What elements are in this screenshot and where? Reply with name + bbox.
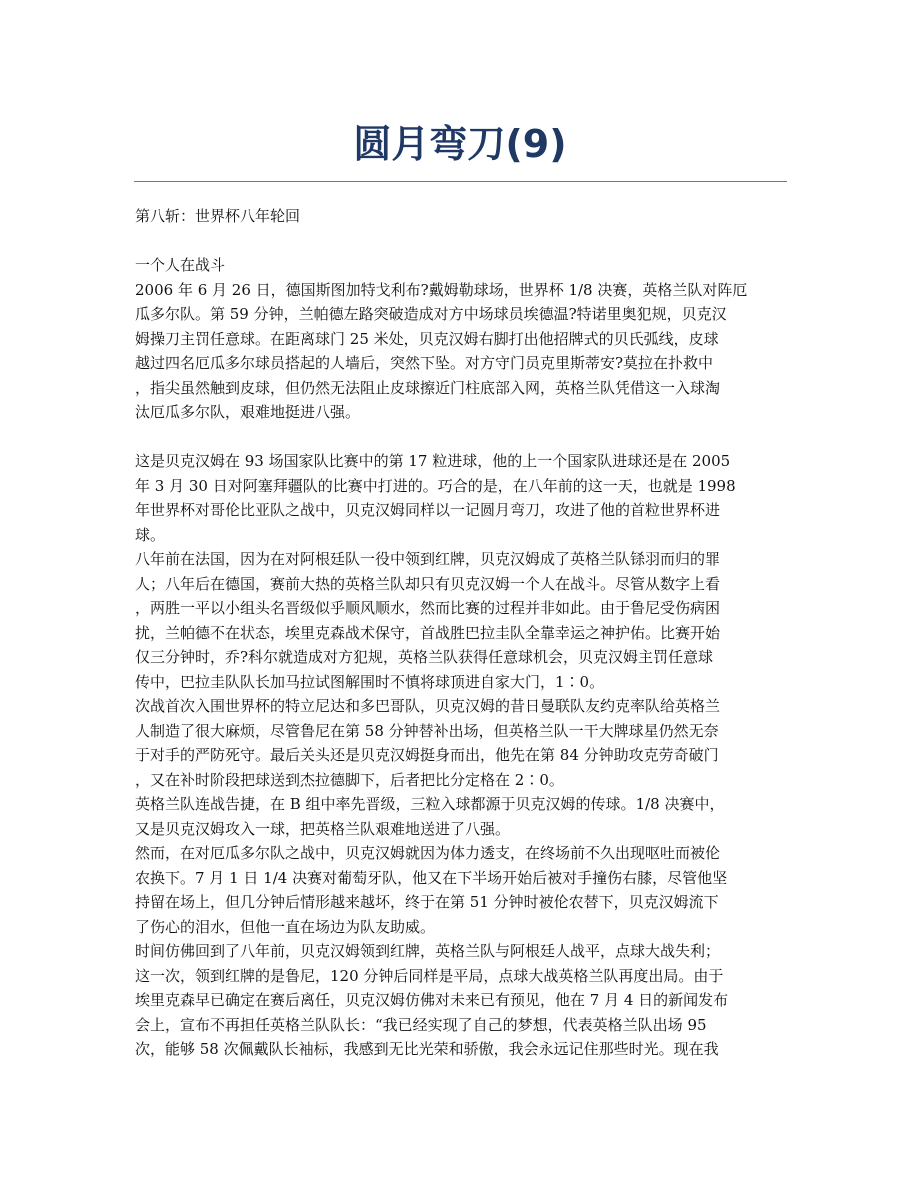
paragraph-7 [135, 939, 785, 1062]
text-line: 年 3 月 30 日对阿塞拜疆队的比赛中打进的。巧合的是，在八年前的这一天，也就是 1998 [135, 476, 736, 495]
text-line: 于对手的严防死守。最后关头还是贝克汉姆挺身而出，他先在第 84 分钟助攻克劳奇破门 [135, 746, 719, 764]
text-line: 瓜多尔队。第 59 分钟，兰帕德左路突破造成对方中场球员埃德温?特诺里奥犯规，贝克汉 [135, 305, 727, 323]
text-line: 年世界杯对哥伦比亚队之战中，贝克汉姆同样以一记圆月弯刀，攻进了他的首粒世界杯进 [135, 501, 721, 519]
chapter-heading: 第八斩：世界杯八年轮回 [135, 207, 301, 225]
text-line: 姆操刀主罚任意球。在距离球门 25 米处，贝克汉姆右脚打出他招牌式的贝氏弧线，皮球 [135, 329, 719, 348]
text-line: 2006 年 6 月 26 日，德国斯图加特戈利布?戴姆勒球场，世界杯 1/8 决赛，英格兰队对阵厄 [135, 280, 748, 299]
text-line: 英格兰队连战告捷，在 B 组中率先晋级，三粒入球都源于贝克汉姆的传球。1/8 决赛中， [135, 795, 725, 813]
text-line: 传中，巴拉圭队队长加马拉试图解围时不慎将球顶进自家大门，1∶0。 [135, 672, 605, 691]
text-line: 球。 [135, 525, 166, 544]
paragraph-3 [135, 547, 785, 694]
text-line: 人；八年后在德国，赛前大热的英格兰队却只有贝克汉姆一个人在战斗。尽管从数字上看 [135, 574, 721, 593]
text-line: 汰厄瓜多尔队，艰难地挺进八强。 [135, 403, 361, 421]
text-line: 扰，兰帕德不在状态，埃里克森战术保守，首战胜巴拉圭队全靠幸运之神护佑。比赛开始 [135, 623, 721, 642]
title-divider [134, 181, 787, 182]
text-line: 了伤心的泪水，但他一直在场边为队友助威。 [135, 917, 436, 936]
blank-line [135, 229, 785, 254]
text-line: 越过四名厄瓜多尔球员搭起的人墙后，突然下坠。对方守门员克里斯蒂安?莫拉在扑救中 [135, 354, 714, 372]
text-line: 次战首次入围世界杯的特立尼达和多巴哥队，贝克汉姆的昔日曼联队友约克率队给英格兰 [135, 697, 721, 715]
text-line: 然而，在对厄瓜多尔队之战中，贝克汉姆就因为体力透支，在终场前不久出现呕吐而被伦 [135, 844, 721, 862]
paragraph-1 [135, 278, 785, 425]
text-line: 这是贝克汉姆在 93 场国家队比赛中的第 17 粒进球，他的上一个国家队进球还是在 2005 [135, 452, 731, 470]
text-line: 人制造了很大麻烦，尽管鲁尼在第 58 分钟替补出场，但英格兰队一干大牌球星仍然无奈 [135, 721, 719, 740]
paragraph-4 [135, 694, 785, 792]
text-line: ，又在补时阶段把球送到杰拉德脚下，后者把比分定格在 2∶0。 [135, 770, 564, 789]
document-body [135, 204, 785, 1062]
document-title: 圆月弯刀(9) [353, 122, 567, 166]
text-line: 八年前在法国，因为在对阿根廷队一役中领到红牌，贝克汉姆成了英格兰队铩羽而归的罪 [135, 550, 721, 568]
text-line: 这一次，领到红牌的是鲁尼，120 分钟后同样是平局，点球大战英格兰队再度出局。由于 [135, 966, 724, 985]
paragraph-2 [135, 449, 785, 547]
text-line: 又是贝克汉姆攻入一球，把英格兰队艰难地送进了八强。 [135, 819, 511, 838]
text-line: 会上，宣布不再担任英格兰队队长：“我已经实现了自己的梦想，代表英格兰队出场 95 [135, 1015, 707, 1034]
text-line: 持留在场上，但几分钟后情形越来越坏，终于在第 51 分钟时被伦农替下，贝克汉姆流下 [135, 893, 719, 911]
text-line: 次，能够 58 次佩戴队长袖标，我感到无比光荣和骄傲，我会永远记住那些时光。现在我 [135, 1040, 719, 1058]
paragraph-5 [135, 792, 785, 841]
text-line: ，指尖虽然触到皮球，但仍然无法阻止皮球擦近门柱底部入网，英格兰队凭借这一入球淘 [135, 378, 721, 397]
text-line: 埃里克森早已确定在赛后离任，贝克汉姆仿佛对未来已有预见，他在 7 月 4 日的新闻发布 [135, 991, 729, 1009]
text-line: 农换下。7 月 1 日 1/4 决赛对葡萄牙队，他又在下半场开始后被对手撞伤右膝，尽管他坚 [135, 868, 728, 887]
blank-line [135, 425, 785, 450]
text-line: ，两胜一平以小组头名晋级似乎顺风顺水，然而比赛的过程并非如此。由于鲁尼受伤病困 [135, 599, 721, 617]
paragraph-6 [135, 841, 785, 939]
section-title: 一个人在战斗 [135, 256, 226, 274]
text-line: 仅三分钟时，乔?科尔就造成对方犯规，英格兰队获得任意球机会，贝克汉姆主罚任意球 [135, 648, 714, 666]
text-line: 时间仿佛回到了八年前，贝克汉姆领到红牌，英格兰队与阿根廷人战平，点球大战失利； [135, 942, 721, 960]
